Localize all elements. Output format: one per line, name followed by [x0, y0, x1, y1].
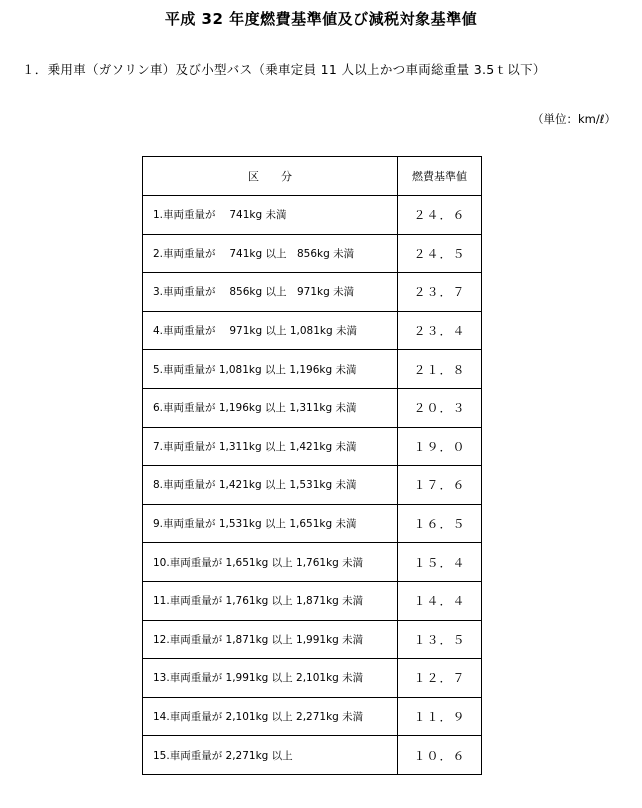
section-heading: １．乗用車（ガソリン車）及び小型バス（乗車定員 11 人以上かつ車両総重量 3.5ｔ以下） [22, 62, 546, 77]
table-row [143, 581, 482, 620]
weight-class-cell: 4.車両重量が 971kg 以上 1,081kg 未満 [143, 311, 398, 350]
weight-class-cell: 12.車両重量が 1,871kg 以上 1,991kg 未満 [143, 620, 398, 659]
fuel-standard-value-cell: ２０．３ [398, 388, 482, 427]
fuel-standard-value-cell: ２３．７ [398, 273, 482, 312]
header-class: 区 分 [143, 157, 398, 196]
table-row [143, 620, 482, 659]
weight-class-cell: 10.車両重量が 1,651kg 以上 1,761kg 未満 [143, 543, 398, 582]
table-row [143, 196, 482, 235]
unit-label: （単位：km/ℓ） [532, 112, 616, 126]
fuel-standard-value-cell: １７．６ [398, 466, 482, 505]
table-row [143, 736, 482, 775]
fuel-standard-value-cell: １９．０ [398, 427, 482, 466]
table-row [143, 504, 482, 543]
fuel-standard-value-cell: １２．７ [398, 659, 482, 698]
fuel-standard-value-cell: ２３．４ [398, 311, 482, 350]
table-row [143, 350, 482, 389]
weight-class-cell: 9.車両重量が 1,531kg 以上 1,651kg 未満 [143, 504, 398, 543]
header-fuel-standard: 燃費基準値 [398, 157, 482, 196]
table-row [143, 659, 482, 698]
table-row [143, 273, 482, 312]
fuel-standard-value-cell: １０．６ [398, 736, 482, 775]
weight-class-cell: 2.車両重量が 741kg 以上 856kg 未満 [143, 234, 398, 273]
fuel-standard-table [142, 156, 482, 775]
weight-class-cell: 8.車両重量が 1,421kg 以上 1,531kg 未満 [143, 466, 398, 505]
fuel-standard-value-cell: １３．５ [398, 620, 482, 659]
fuel-standard-value-cell: ２４．５ [398, 234, 482, 273]
fuel-standard-value-cell: ２４．６ [398, 196, 482, 235]
weight-class-cell: 11.車両重量が 1,761kg 以上 1,871kg 未満 [143, 581, 398, 620]
table-row [143, 697, 482, 736]
weight-class-cell: 1.車両重量が 741kg 未満 [143, 196, 398, 235]
table-row [143, 311, 482, 350]
weight-class-cell: 15.車両重量が 2,271kg 以上 [143, 736, 398, 775]
weight-class-cell: 14.車両重量が 2,101kg 以上 2,271kg 未満 [143, 697, 398, 736]
weight-class-cell: 5.車両重量が 1,081kg 以上 1,196kg 未満 [143, 350, 398, 389]
page-title: 平成 32 年度燃費基準値及び減税対象基準値 [164, 10, 478, 28]
weight-class-cell: 7.車両重量が 1,311kg 以上 1,421kg 未満 [143, 427, 398, 466]
weight-class-cell: 6.車両重量が 1,196kg 以上 1,311kg 未満 [143, 388, 398, 427]
fuel-standard-value-cell: １１．９ [398, 697, 482, 736]
weight-class-cell: 13.車両重量が 1,991kg 以上 2,101kg 未満 [143, 659, 398, 698]
table-row [143, 388, 482, 427]
table-row [143, 543, 482, 582]
table-header-row [143, 157, 482, 196]
weight-class-cell: 3.車両重量が 856kg 以上 971kg 未満 [143, 273, 398, 312]
fuel-standard-value-cell: １４．４ [398, 581, 482, 620]
fuel-standard-value-cell: １５．４ [398, 543, 482, 582]
fuel-standard-value-cell: １６．５ [398, 504, 482, 543]
table-row [143, 466, 482, 505]
table-row [143, 427, 482, 466]
fuel-standard-value-cell: ２１．８ [398, 350, 482, 389]
table-row [143, 234, 482, 273]
